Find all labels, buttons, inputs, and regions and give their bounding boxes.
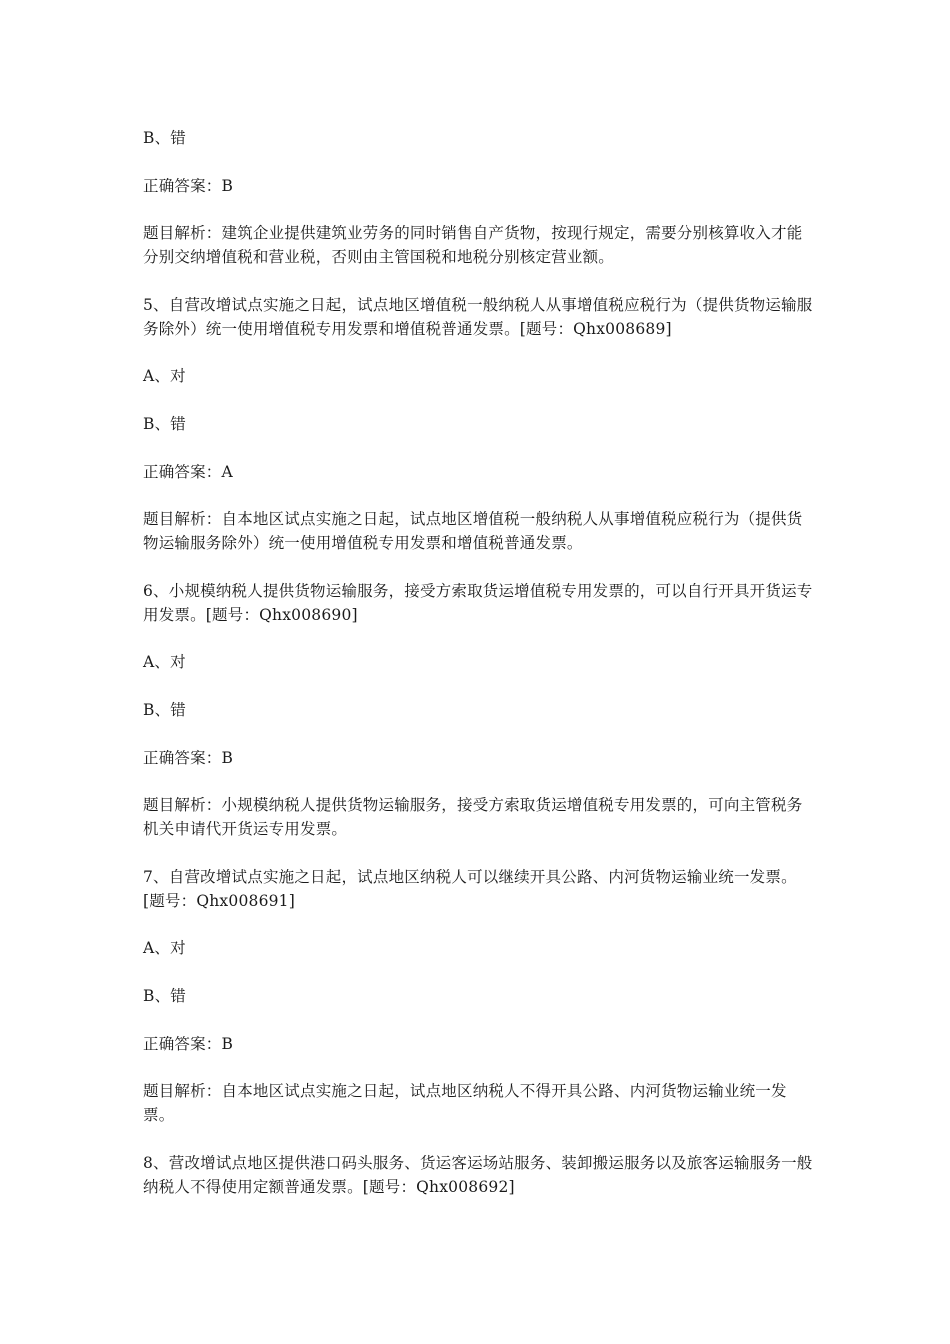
- question-7: 7、自营改增试点实施之日起，试点地区纳税人可以继续开具公路、内河货物运输业统一发票。[题号：Qhx008691]: [143, 868, 797, 910]
- option-a: A、对: [143, 367, 186, 385]
- question-8: 8、营改增试点地区提供港口码头服务、货运客运场站服务、装卸搬运服务以及旅客运输服务一般纳税人不得使用定额普通发票。[题号：Qhx008692]: [143, 1154, 813, 1196]
- explanation: 题目解析：建筑企业提供建筑业劳务的同时销售自产货物，按现行规定，需要分别核算收入才能分别交纳增值税和营业税，否则由主管国税和地税分别核定营业额。: [143, 224, 803, 266]
- option-a: A、对: [143, 653, 186, 671]
- option-b: B、错: [143, 129, 186, 147]
- correct-answer: 正确答案：B: [143, 1035, 234, 1053]
- correct-answer: 正确答案：A: [143, 463, 233, 481]
- option-a: A、对: [143, 939, 186, 957]
- explanation: 题目解析：自本地区试点实施之日起，试点地区增值税一般纳税人从事增值税应税行为（提供货物运输服务除外）统一使用增值税专用发票和增值税普通发票。: [143, 510, 803, 552]
- correct-answer: 正确答案：B: [143, 177, 234, 195]
- question-5: 5、自营改增试点实施之日起，试点地区增值税一般纳税人从事增值税应税行为（提供货物运输服务除外）统一使用增值税专用发票和增值税普通发票。[题号：Qhx008689]: [143, 296, 813, 338]
- option-b: B、错: [143, 987, 186, 1005]
- option-b: B、错: [143, 701, 186, 719]
- correct-answer: 正确答案：B: [143, 749, 234, 767]
- question-6: 6、小规模纳税人提供货物运输服务，接受方索取货运增值税专用发票的，可以自行开具开货运专用发票。[题号：Qhx008690]: [143, 582, 813, 624]
- explanation: 题目解析：小规模纳税人提供货物运输服务，接受方索取货运增值税专用发票的，可向主管税务机关申请代开货运专用发票。: [143, 796, 803, 838]
- option-b: B、错: [143, 415, 186, 433]
- explanation: 题目解析：自本地区试点实施之日起，试点地区纳税人不得开具公路、内河货物运输业统一发票。: [143, 1082, 787, 1124]
